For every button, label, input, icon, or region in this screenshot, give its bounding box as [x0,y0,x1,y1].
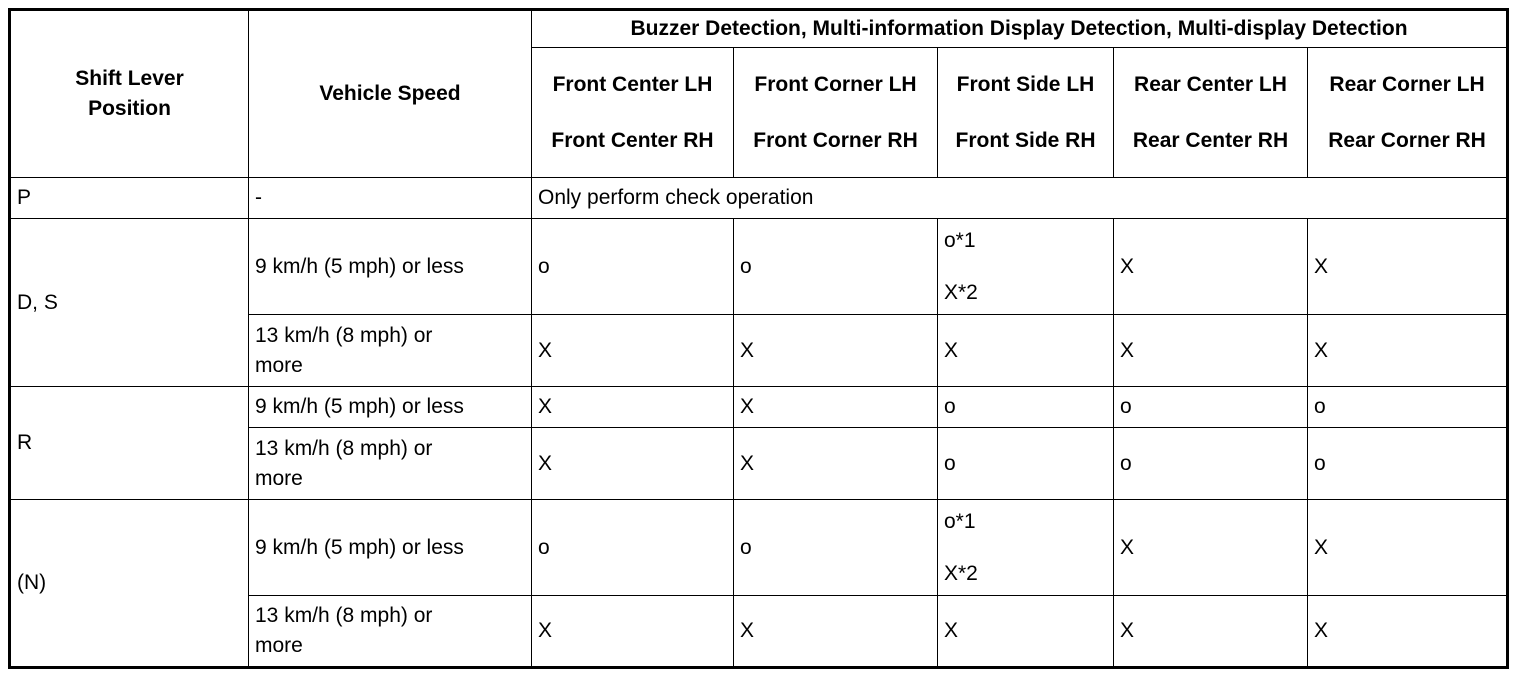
speed-cell-n-high: 13 km/h (8 mph) or more [249,596,532,668]
header-front-corner-rh: Front Corner RH [753,128,918,152]
value-cell: X [938,596,1114,668]
header-front-side [938,48,1114,178]
speed-cell-ds-high: 13 km/h (8 mph) or more [249,315,532,387]
value-cell-stacked [938,500,1114,596]
header-row-top [10,10,1508,48]
header-vehicle-speed: Vehicle Speed [249,10,532,178]
value-note-2: X*2 [944,561,978,585]
value-cell: X [532,387,734,428]
shift-cell-r: R [10,387,249,500]
value-cell: o [532,219,734,315]
value-note-1: o*1 [944,509,976,533]
value-cell: o [1114,428,1308,500]
table-row-n-low [10,500,1508,596]
value-cell: X [1114,596,1308,668]
value-cell: X [1308,315,1508,387]
value-cell: o [532,500,734,596]
speed-cell-n-low: 9 km/h (5 mph) or less [249,500,532,596]
value-cell: o [1308,428,1508,500]
value-cell: o [734,500,938,596]
header-front-side-lh: Front Side LH [956,72,1095,96]
header-front-corner-lh: Front Corner LH [754,72,917,96]
shift-cell-p: P [10,178,249,219]
value-cell: X [1114,219,1308,315]
header-front-center-lh: Front Center LH [552,72,713,96]
value-cell: X [734,387,938,428]
value-cell: X [734,596,938,668]
value-cell-stacked [938,219,1114,315]
value-cell: o [1114,387,1308,428]
shift-cell-n: (N) [10,500,249,668]
value-cell: X [1114,500,1308,596]
header-rear-corner [1308,48,1508,178]
header-rear-center-rh: Rear Center RH [1132,128,1289,152]
value-cell: X [938,315,1114,387]
shift-cell-ds: D, S [10,219,249,387]
value-cell: o [734,219,938,315]
speed-cell-r-low: 9 km/h (5 mph) or less [249,387,532,428]
value-cell: X [1308,219,1508,315]
value-cell: X [1114,315,1308,387]
value-cell: o [938,387,1114,428]
header-rear-center-lh: Rear Center LH [1134,72,1287,96]
table-row-p [10,178,1508,219]
speed-cell-ds-low: 9 km/h (5 mph) or less [249,219,532,315]
value-note-1: o*1 [944,228,976,252]
speed-cell-p: - [249,178,532,219]
table-row-ds-low [10,219,1508,315]
header-rear-center [1114,48,1308,178]
header-detection-group: Buzzer Detection, Multi-information Display Detection, Multi-display Detection [532,10,1508,48]
value-cell: X [532,315,734,387]
header-front-side-rh: Front Side RH [955,128,1096,152]
speed-cell-r-high: 13 km/h (8 mph) or more [249,428,532,500]
value-cell: X [734,315,938,387]
value-note-2: X*2 [944,280,978,304]
detection-specification-table [8,8,1509,669]
header-front-corner [734,48,938,178]
value-cell: X [734,428,938,500]
value-cell: X [532,596,734,668]
value-cell: X [1308,596,1508,668]
value-cell: X [532,428,734,500]
value-cell: o [1308,387,1508,428]
header-shift-lever-position: Shift Lever Position [10,10,249,178]
header-rear-corner-lh: Rear Corner LH [1329,72,1485,96]
header-front-center [532,48,734,178]
header-rear-corner-rh: Rear Corner RH [1328,128,1486,152]
header-front-center-rh: Front Center RH [551,128,714,152]
value-cell: X [1308,500,1508,596]
value-cell: o [938,428,1114,500]
table-row-r-low [10,387,1508,428]
note-cell-p: Only perform check operation [532,178,1508,219]
